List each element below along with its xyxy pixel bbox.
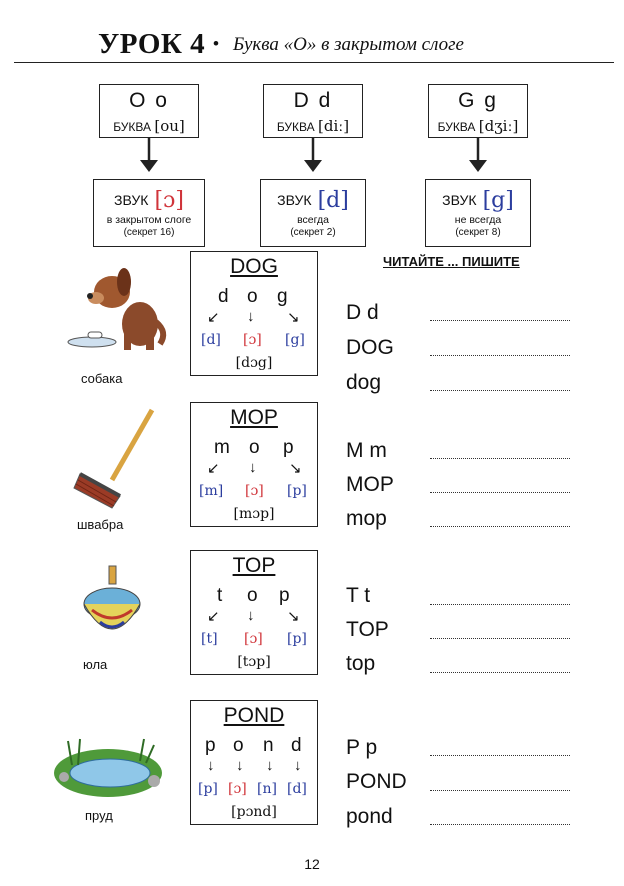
word-box-dog [190,251,318,376]
letter-label: БУКВА [113,120,152,134]
practice-line: D d [346,301,379,324]
sound-note: не всегда [454,214,502,226]
secret-ref: (секрет 16) [123,227,175,238]
word-letter: m [214,437,230,458]
read-write-heading: ЧИТАЙТЕ ... ПИШИТЕ [383,254,520,269]
dog-icon [62,262,152,342]
word-letter: o [247,585,258,606]
write-line[interactable] [430,603,570,605]
phoneme: [n] [257,781,277,797]
phoneme: [d] [287,781,307,797]
letter-box [263,84,363,138]
sound-box [93,179,205,247]
letter-label: БУКВА [437,120,476,134]
practice-line: P p [346,736,378,759]
write-line[interactable] [430,319,570,321]
letter-pair: O o [129,89,169,112]
lesson-title: УРОК 4 [98,28,206,60]
word-letter: p [283,437,294,458]
phoneme: [p] [287,631,307,647]
sound-note: в закрытом слоге [106,214,192,226]
phoneme: [ɔ] [243,332,262,348]
down-arrow-icon [428,138,528,174]
word-letter: n [263,735,274,756]
picture-caption: швабра [77,517,124,532]
arrow-icon: ↘ [289,460,302,477]
phoneme: [ɔ] [228,781,247,797]
arrow-icon: ↓ [266,757,274,774]
lesson-subtitle: Буква «О» в закрытом слоге [233,34,464,55]
down-arrow-icon [99,138,199,174]
word-title: MOP [230,406,278,429]
write-line[interactable] [430,525,570,527]
phoneme: [d] [201,332,221,348]
down-arrow-icon [263,138,363,174]
secret-ref: (секрет 8) [455,227,501,238]
letter-name-ipa: [ou] [154,117,185,135]
sound-symbol: [g] [482,188,514,213]
word-box-top [190,550,318,675]
practice-line: mop [346,507,387,530]
letter-column-d [263,84,366,247]
arrow-icon: ↘ [287,309,300,326]
sound-note: всегда [297,214,329,226]
write-line[interactable] [430,671,570,673]
practice-line: POND [346,770,407,793]
word-letter: p [279,585,290,606]
transcription: [dɔg] [235,355,273,371]
phoneme: [p] [287,483,307,499]
word-title: DOG [230,255,278,278]
word-box-mop [190,402,318,527]
write-line[interactable] [430,457,570,459]
sound-label: ЗВУК [277,192,312,208]
arrow-icon: ↓ [294,757,302,774]
phoneme: [m] [199,483,224,499]
arrow-icon: ↙ [207,309,220,326]
sound-box [425,179,531,247]
sound-label: ЗВУК [114,192,149,208]
arrow-icon: ↓ [207,757,215,774]
word-letter: o [247,286,258,307]
arrow-icon: ↓ [247,308,255,325]
sound-symbol: [d] [317,188,349,213]
letter-box [428,84,528,138]
word-letter: o [249,437,260,458]
practice-line: M m [346,439,387,462]
word-letter: d [291,735,302,756]
picture-caption: юла [83,657,108,672]
lesson-header [0,22,624,62]
transcription: [mɔp] [233,506,275,522]
word-letter: g [277,286,288,307]
letter-column-o [99,84,205,247]
word-title: TOP [232,554,276,577]
word-letter: p [205,735,216,756]
phoneme: [p] [198,781,218,797]
sound-label: ЗВУК [442,192,477,208]
phoneme: [t] [201,631,218,647]
picture-caption: пруд [85,808,113,823]
arrow-icon: ↙ [207,608,220,625]
arrow-icon: ↓ [236,757,244,774]
write-line[interactable] [430,637,570,639]
arrow-icon: ↙ [207,460,220,477]
practice-line: T t [346,584,371,607]
letter-box [99,84,199,138]
sound-box [260,179,366,247]
write-line[interactable] [430,823,570,825]
pond-icon [50,725,140,805]
word-box-pond [190,700,318,825]
transcription: [tɔp] [237,654,271,670]
header-divider [14,62,614,63]
letter-name-ipa: [dʒiː] [478,117,519,135]
write-line[interactable] [430,491,570,493]
page-number: 12 [304,856,320,872]
mop-icon [70,408,160,488]
word-letter: d [218,286,229,307]
transcription: [pɔnd] [231,804,277,820]
practice-line: pond [346,805,393,828]
write-line[interactable] [430,354,570,356]
word-title: POND [223,704,285,727]
letter-pair: D d [293,89,333,112]
letter-name-ipa: [diː] [318,117,350,135]
sound-symbol: [ɔ] [154,188,184,213]
letter-pair: G g [458,89,498,112]
practice-line: TOP [346,618,389,641]
secret-ref: (секрет 2) [290,227,336,238]
arrow-icon: ↓ [249,459,257,476]
practice-line: top [346,652,376,675]
header-bullet: • [213,34,219,53]
phoneme: [g] [285,332,305,348]
write-line[interactable] [430,754,570,756]
picture-caption: собака [81,371,123,386]
arrow-icon: ↘ [287,608,300,625]
practice-line: DOG [346,336,394,359]
phoneme: [ɔ] [245,483,264,499]
phoneme: [ɔ] [244,631,263,647]
practice-line: dog [346,371,382,394]
practice-line: MOP [346,473,394,496]
letter-label: БУКВА [276,120,315,134]
word-letter: t [217,585,223,606]
write-line[interactable] [430,789,570,791]
write-line[interactable] [430,389,570,391]
word-letter: o [233,735,244,756]
spinning-top-icon [78,564,168,644]
arrow-icon: ↓ [247,607,255,624]
letter-column-g [428,84,531,247]
